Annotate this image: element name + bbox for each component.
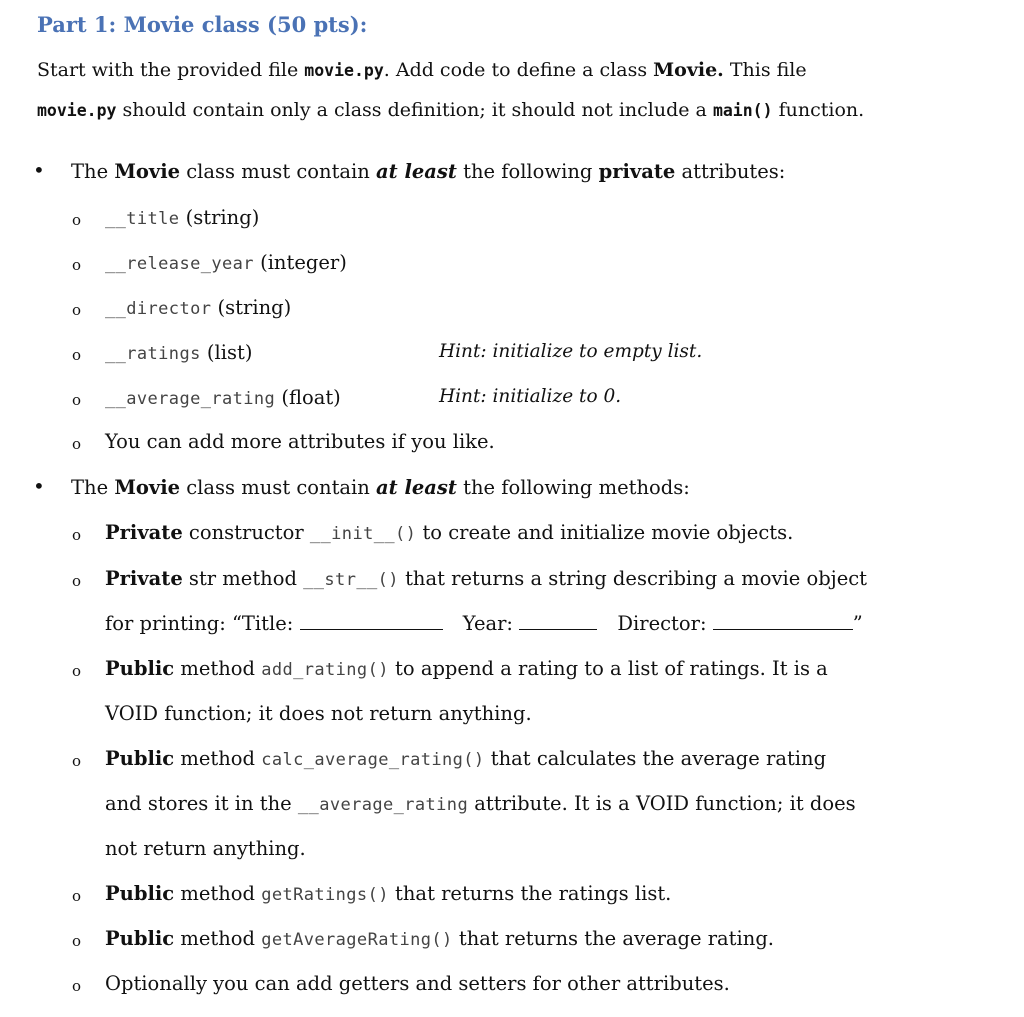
intro-text: should contain only a class definition; it should not include a: [116, 99, 713, 121]
text: class must contain: [180, 160, 377, 183]
circle-bullet-icon: o: [72, 887, 82, 905]
text: that returns a string describing a movie object: [398, 567, 868, 590]
attribute-code: __ratings: [105, 344, 201, 364]
attribute-type: (string): [179, 206, 260, 229]
visibility: Private: [105, 521, 183, 544]
circle-bullet-icon: o: [72, 256, 82, 274]
page-title: Part 1: Movie class (50 pts):: [37, 12, 368, 37]
attribute-type: (integer): [253, 251, 347, 274]
method-calc-average-cont: not return anything.: [105, 837, 306, 860]
print-format-line: [105, 611, 863, 637]
attribute-code: __director: [105, 299, 212, 319]
bullet-icon: •: [33, 474, 45, 498]
text: and stores it in the: [105, 792, 298, 815]
method-code: getAverageRating(): [261, 930, 453, 950]
method-calc-average: [105, 746, 826, 773]
text: str method: [182, 567, 304, 590]
text: method: [174, 882, 262, 905]
attribute-item: [105, 250, 347, 277]
method-constructor: [105, 520, 793, 547]
attribute-type: (list): [200, 341, 253, 364]
intro-line-1: [37, 57, 807, 84]
text: method: [174, 927, 262, 950]
text: The: [71, 160, 115, 183]
text: constructor: [182, 521, 310, 544]
method-add-rating: [105, 656, 828, 683]
attribute-item: [105, 205, 259, 232]
text: that returns the average rating.: [452, 927, 774, 950]
text: that calculates the average rating: [484, 747, 827, 770]
method-code: calc_average_rating(): [261, 750, 485, 770]
bullet-icon: •: [33, 158, 45, 182]
method-calc-average-cont: [105, 791, 856, 818]
attribute-item: [105, 340, 252, 367]
method-code: add_rating(): [261, 660, 389, 680]
blank-line: [713, 611, 853, 630]
method-add-rating-cont: VOID function; it does not return anything.: [105, 702, 532, 725]
circle-bullet-icon: o: [72, 391, 82, 409]
file-name: movie.py: [37, 101, 117, 120]
attribute-type: (float): [275, 386, 341, 409]
circle-bullet-icon: o: [72, 346, 82, 364]
text: Year:: [462, 612, 520, 635]
circle-bullet-icon: o: [72, 211, 82, 229]
text: that returns the ratings list.: [388, 882, 672, 905]
text: attribute. It is a VOID function; it does: [468, 792, 856, 815]
attribute-more: You can add more attributes if you like.: [105, 430, 495, 453]
text: ”: [852, 612, 863, 635]
circle-bullet-icon: o: [72, 572, 82, 590]
circle-bullet-icon: o: [72, 526, 82, 544]
visibility: Public: [105, 657, 175, 680]
intro-text: . Add code to define a class: [383, 59, 654, 81]
attribute-type: (string): [211, 296, 292, 319]
circle-bullet-icon: o: [72, 752, 82, 770]
hint-text: Hint: initialize to 0.: [439, 386, 622, 407]
class-name: Movie: [114, 160, 181, 183]
method-code: __init__(): [309, 524, 417, 544]
visibility: Public: [105, 882, 175, 905]
text: method: [174, 747, 262, 770]
text: to append a rating to a list of ratings. It is a: [388, 657, 828, 680]
circle-bullet-icon: o: [72, 977, 82, 995]
text: for printing: “Title:: [105, 612, 300, 635]
method-get-ratings: [105, 881, 671, 908]
attributes-intro: [71, 159, 785, 185]
intro-text: Start with the provided file: [37, 59, 305, 81]
text: Director:: [617, 612, 713, 635]
text: the following: [456, 160, 599, 183]
main-function: main(): [712, 101, 773, 120]
attribute-code: __title: [105, 209, 180, 229]
visibility: Public: [105, 927, 175, 950]
method-code: __str__(): [303, 570, 399, 590]
method-get-average-rating: [105, 926, 774, 953]
text: The: [71, 476, 115, 499]
intro-text: This file: [723, 59, 807, 81]
emphasis: at least: [376, 160, 457, 183]
attribute-code: __average_rating: [297, 795, 469, 815]
text: class must contain: [180, 476, 377, 499]
blank-line: [519, 611, 597, 630]
class-name: Movie.: [653, 59, 724, 81]
circle-bullet-icon: o: [72, 301, 82, 319]
optional-note: Optionally you can add getters and setters for other attributes.: [105, 972, 730, 995]
intro-line-2: [37, 97, 864, 124]
attribute-item: [105, 385, 341, 412]
blank-line: [300, 611, 443, 630]
text: to create and initialize movie objects.: [416, 521, 794, 544]
class-name: Movie: [114, 476, 181, 499]
file-name: movie.py: [304, 61, 384, 80]
emphasis: private: [598, 160, 676, 183]
attribute-code: __release_year: [105, 254, 254, 274]
circle-bullet-icon: o: [72, 932, 82, 950]
text: the following methods:: [456, 476, 690, 499]
visibility: Public: [105, 747, 175, 770]
text: method: [174, 657, 262, 680]
attribute-code: __average_rating: [105, 389, 276, 409]
circle-bullet-icon: o: [72, 662, 82, 680]
method-code: getRatings(): [261, 885, 389, 905]
text: attributes:: [675, 160, 786, 183]
hint-text: Hint: initialize to empty list.: [439, 341, 703, 362]
visibility: Private: [105, 567, 183, 590]
methods-intro: [71, 475, 690, 501]
intro-text: function.: [772, 99, 865, 121]
attribute-item: [105, 295, 291, 322]
method-str: [105, 566, 867, 593]
circle-bullet-icon: o: [72, 435, 82, 453]
emphasis: at least: [376, 476, 457, 499]
